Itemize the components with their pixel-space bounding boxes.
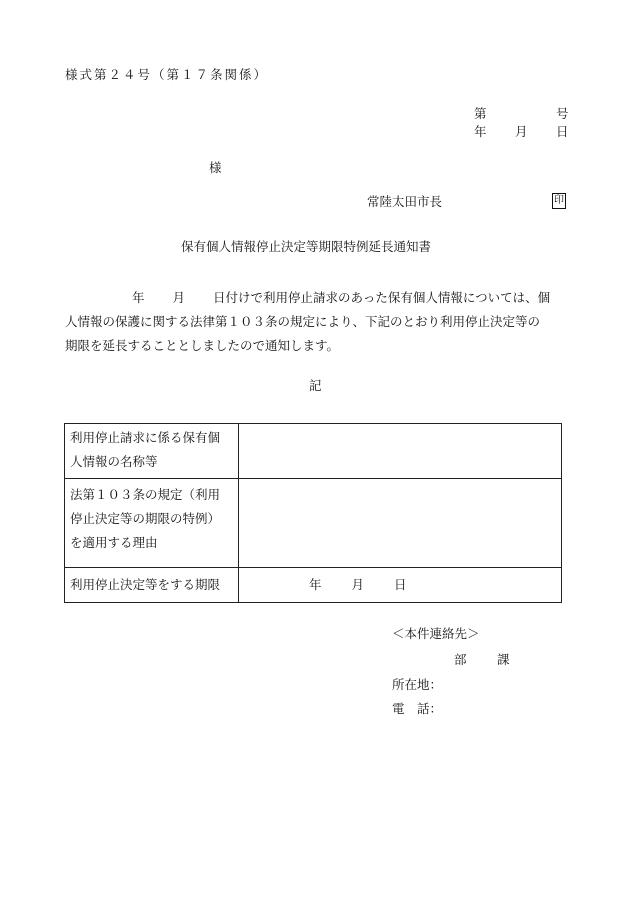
contact-address-label: 所在地：	[392, 677, 443, 692]
table-label-info-name: 利用停止請求に係る保有個 人情報の名称等	[65, 424, 239, 479]
body-paragraph	[65, 286, 570, 358]
document-title: 保有個人情報停止決定等期限特例延長通知書	[181, 239, 432, 254]
table-row	[65, 424, 562, 479]
table-value-info-name[interactable]	[239, 424, 562, 479]
body-date-month: 月	[172, 290, 186, 305]
table-value-reason[interactable]	[239, 479, 562, 568]
ki-heading: 記	[309, 378, 322, 393]
table-row	[65, 479, 562, 568]
document-number-suffix: 号	[556, 106, 569, 121]
issue-day-label: 日	[556, 124, 569, 139]
issue-month-label: 月	[515, 124, 528, 139]
table-label-reason: 法第１０３条の規定（利用 停止決定等の期限の特例） を適用する理由	[65, 479, 239, 568]
table-row	[65, 568, 562, 603]
deadline-month: 月	[351, 577, 365, 592]
table-label-deadline: 利用停止決定等をする期限	[65, 568, 239, 603]
details-table	[64, 423, 562, 603]
document-number-label: 第	[474, 106, 487, 121]
deadline-day: 日	[394, 577, 407, 592]
body-date-year: 年	[132, 290, 145, 305]
deadline-year: 年	[309, 577, 322, 592]
form-number: 様式第２４号（第１７条関係）	[65, 67, 269, 82]
contact-heading: ＜本件連絡先＞	[392, 626, 480, 641]
sender-name: 常陸太田市長	[367, 194, 443, 209]
body-line-1-rest: 日付けで利用停止請求のあった保有個人情報については、個	[213, 290, 551, 305]
table-value-deadline[interactable]	[239, 568, 562, 603]
contact-phone-label: 電 話：	[392, 701, 443, 716]
seal-mark: 印	[552, 193, 566, 209]
contact-department: 部	[454, 652, 467, 667]
body-line-1	[65, 286, 570, 310]
contact-section: 課	[497, 652, 510, 667]
issue-year-label: 年	[474, 124, 487, 139]
addressee-honorific: 様	[209, 160, 222, 175]
body-line-2: 人情報の保護に関する法律第１０３条の規定により、下記のとおり利用停止決定等の	[65, 314, 541, 329]
body-line-3: 期限を延長することとしましたので通知します。	[65, 338, 340, 353]
